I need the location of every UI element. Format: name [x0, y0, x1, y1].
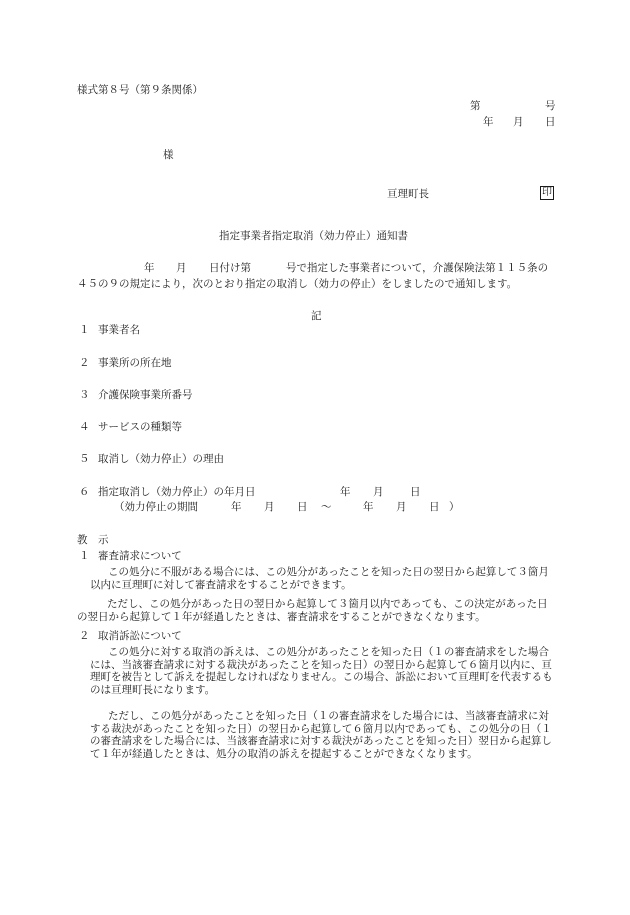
section-1-paragraph-2: ただし、この処分があった日の翌日から起算して３箇月以内であっても、この決定があった日の翌日から起算して１年が経過したときは、審査請求をすることができなくなります。: [77, 598, 548, 623]
section-1-title: 審査請求について: [98, 550, 182, 562]
period-tilde: ～: [321, 501, 332, 513]
item-4-label: サービスの種類等: [98, 421, 182, 433]
doc-number-prefix: 第: [470, 100, 481, 112]
period-year-1: 年: [231, 501, 242, 513]
recipient-suffix: 様: [163, 149, 174, 161]
form-label: 様式第８号（第９条関係）: [77, 84, 203, 96]
period-year-2: 年: [363, 501, 374, 513]
item-1-label: 事業者名: [98, 324, 140, 336]
period-month-2: 月: [396, 501, 407, 513]
item-6-month: 月: [373, 486, 384, 498]
period-month-1: 月: [264, 501, 275, 513]
item-3-label: 介護保険事業所番号: [98, 389, 193, 401]
period-label: （効力停止の期間: [114, 501, 198, 513]
intro-day: 日付け第: [209, 262, 251, 274]
intro-line2: ４５の９の規定により，次のとおり指定の取消し（効力の停止）をしましたので通知します。: [77, 278, 518, 290]
section-1-num: １: [79, 550, 90, 562]
intro-rest: 号で指定した事業者について，介護保険法第１１５条の: [286, 262, 549, 274]
section-2-title: 取消訴訟について: [98, 630, 182, 642]
section-2-num: ２: [79, 630, 90, 642]
section-1-paragraph-1: この処分に不服がある場合には、この処分があったことを知った日の翌日から起算して３箇月以内に亘理町に対して審査請求をすることができます。: [90, 566, 549, 591]
seal-icon: 印: [542, 187, 552, 198]
period-day-1: 日: [297, 501, 308, 513]
item-6-label: 指定取消し（効力停止）の年月日: [98, 486, 256, 498]
item-1-num: １: [79, 324, 90, 336]
section-2-paragraph-2: ただし、この処分があったことを知った日（１の審査請求をした場合には、当該審査請求に対する裁決があったことを知った日）の翌日から起算して６箇月以内であっても、この処分の日（１の審査請求をした場合には、当該審査請求に対する裁決があったことを知った日）翌日から起算して１年が経過したときは、処分の取消の訴えを提起することができなくなります。: [90, 710, 552, 760]
item-5-num: ５: [79, 453, 90, 465]
document-title: 指定事業者指定取消（効力停止）通知書: [219, 230, 408, 242]
item-4-num: ４: [79, 421, 90, 433]
intro-month: 月: [176, 262, 187, 274]
doc-number-suffix: 号: [545, 100, 556, 112]
item-2-num: ２: [79, 357, 90, 369]
date-year: 年: [483, 116, 494, 128]
item-6-year: 年: [340, 486, 351, 498]
issuer: 亘理町長: [387, 188, 429, 200]
date-month: 月: [513, 116, 524, 128]
ki-heading: 記: [311, 310, 322, 322]
item-6-num: ６: [79, 486, 90, 498]
item-2-label: 事業所の所在地: [98, 357, 172, 369]
period-day-2: 日: [429, 501, 440, 513]
period-close: ）: [449, 501, 460, 513]
section-2-paragraph-1: この処分に対する取消の訴えは、この処分があったことを知った日（１の審査請求をした場合には、当該審査請求に対する裁決があったことを知った日）の翌日から起算して６箇月以内に、亘理町を被告として訴えを提起しなければなりません。この場合、訴訟において亘理町を代表するものは亘理町長になります。: [90, 646, 553, 696]
item-3-num: ３: [79, 389, 90, 401]
intro-year: 年: [144, 262, 155, 274]
instruction-heading: 教 示: [77, 534, 109, 546]
item-5-label: 取消し（効力停止）の理由: [98, 453, 224, 465]
date-day: 日: [545, 116, 556, 128]
item-6-day: 日: [410, 486, 421, 498]
